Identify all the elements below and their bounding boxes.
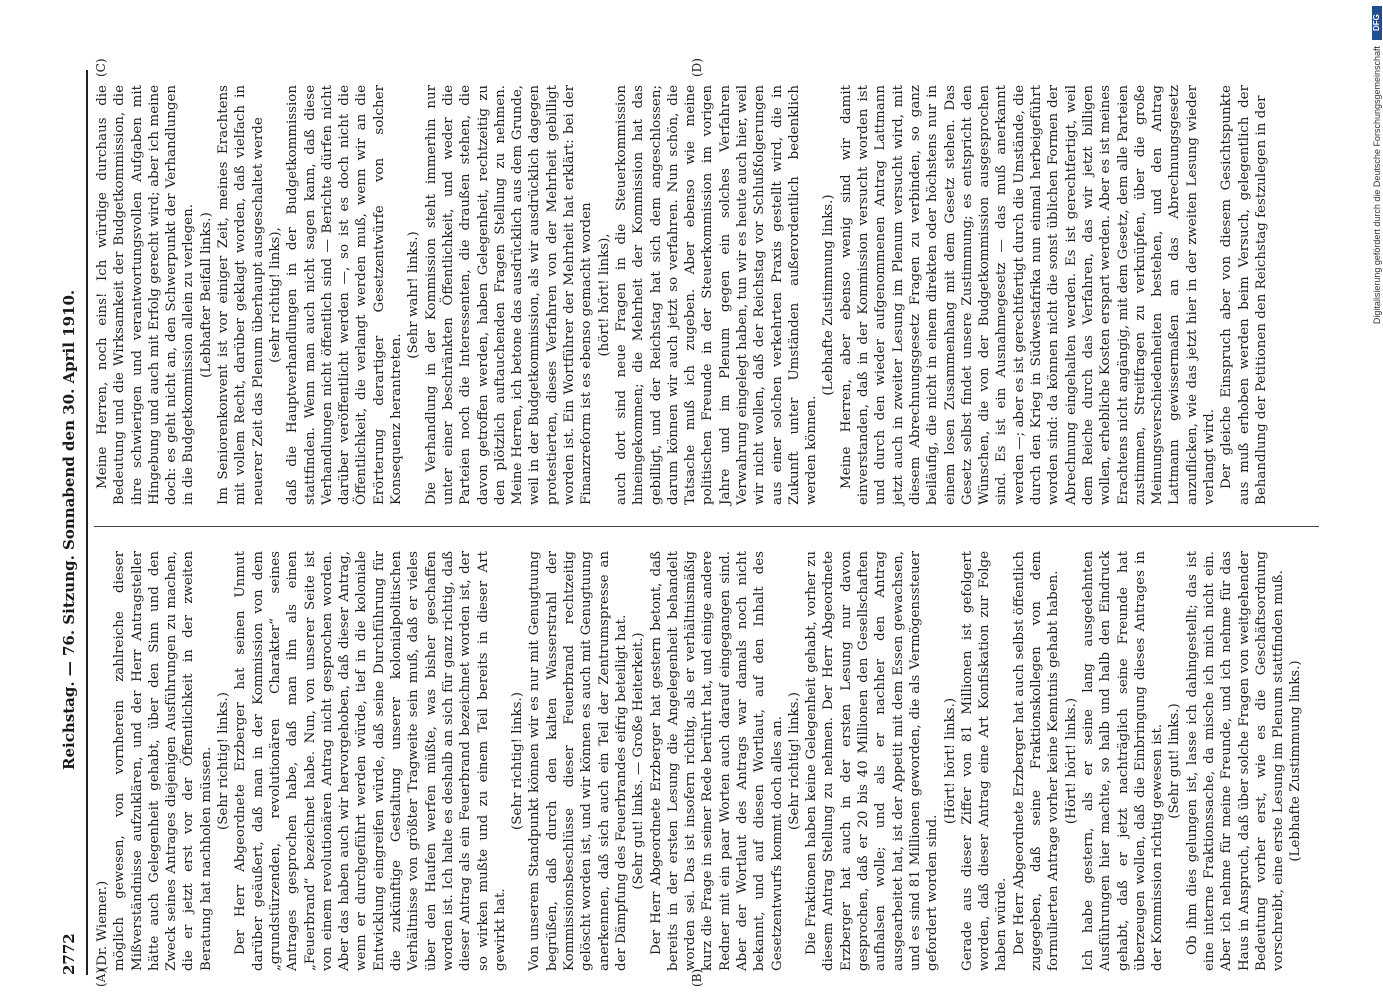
page-number: 2772: [60, 933, 78, 975]
interjection: (sehr richtig! links),: [267, 227, 283, 363]
paragraph: Gerade aus dieser Ziffer von 81 Millionen ist gefolgert worden, daß dieser Antrag eine Art Konfiskation zur Folge haben würde.: [959, 551, 1010, 971]
margin-marker-b: (B): [690, 968, 704, 987]
paragraph: Der gleiche Einspruch aber von diesem Gesichtspunkte aus muß erhoben werden beim Versuch, gelegentlich der Behandlung der Petitionen den Reichstag festzulegen in der: [1219, 85, 1269, 505]
paragraph: möglich gewesen, von vornherein zahlreiche dieser Mißverständnisse aufzuklären, und der Herr Antragsteller hätte auch Gelegenheit gehabt, über den Sinn und den Zweck seines Antrages diejenigen Ausführungen zu machen, die er jetzt erst vor der Öffentlichkeit in der zweiten Beratung hat nachholen müssen.: [112, 551, 214, 971]
header-rule: [86, 70, 88, 975]
interjection: (Lebhafter Beifall links.): [198, 212, 214, 378]
paragraph: Von unserem Standpunkt können wir es nur mit Genugtuung begrüßen, daß durch den kalten Wasserstrahl der Kommissionsbeschlüsse dieser Feuerbrand rechtzeitig gelöscht worden ist, und wir können es auch mit Genugtuung anerkennen, daß sich auch ein Teil der Zentrumspresse an der Dämpfung des Feuerbrandes eifrig beteiligt hat.: [527, 551, 629, 971]
paragraph: daß die Hauptverhandlungen in der Budgetkommission stattfinden. Wenn man auch nicht sagen kann, daß diese Verhandlungen nicht öffentlich sind — Berichte dürfen nicht darüber veröffentlicht werden —, so ist es doch nicht die Öffentlichkeit, die verlangt werden muß, wenn wir an die Erörterung derartiger Gesetzentwürfe von solcher Konsequenz herantreten.: [285, 85, 405, 505]
paragraph: Die Verhandlung in der Kommission steht immerhin nur unter einer beschränkten Öffentlichkeit, und weder die Parteien noch die Interessenten, die draußen stehen, die davon getroffen werden, haben Gelegenheit, rechtzeitig zu den plötzlich auftauchenden Fragen Stellung zu nehmen. Meine Herren, ich betone das ausdrücklich aus dem Grunde, weil in der Budgetkommission, als wir ausdrücklich dagegen protestierten, dieses Verfahren von der Mehrheit gebilligt worden ist. Ein Wortführer der Mehrheit hat erklärt: bei der Finanzreform ist es ebenso gemacht worden: [423, 85, 595, 505]
paragraph: Die Fraktionen haben keine Gelegenheit gehabt, vorher zu diesem Antrag Stellung zu nehmen. Der Herr Abgeordnete Erzberger hat auch in der ersten Lesung nur davon gesprochen, daß er 20 bis 40 Millionen den Gesellschaften aufhalsen wolle; und als er nachher den Antrag ausgearbeitet hat, ist der Appetit mit dem Essen gewachsen, und es sind 81 Millionen geworden, die als Vermögenssteuer gefordert worden sind.: [804, 551, 941, 971]
left-column: [94, 551, 1305, 971]
interjection: (Lebhafte Zustimmung links.): [821, 194, 837, 396]
interjection: (Sehr richtig! links.): [216, 692, 232, 830]
margin-marker-d: (D): [690, 58, 704, 77]
paragraph: Ich habe gestern, als er seine lang ausgedehnten Ausführungen hier machte, so halb und halb den Eindruck gehabt, daß er jetzt nachträglich seine Freunde hat überzeugen wollen, daß die Einbringung dieses Antrages in der Kommission richtig gewesen ist.: [1080, 551, 1166, 971]
paragraph: Der Herr Abgeordnete Erzberger hat seinen Unmut darüber geäußert, daß man in der Kommission von dem „grundstürzenden, revolutionären Charakter“ seines Antrages gesprochen habe, daß man ihn als einen „Feuerbrand“ bezeichnet habe. Nun, von unserer Seite ist von einem revolutionären Antrag nicht gesprochen worden. Aber das haben auch wir hervorgehoben, daß dieser Antrag, wenn er durchgeführt werden würde, tief in die koloniale Entwicklung eingreifen würde, daß seine Durchführung für die zukünftige Gestaltung unserer kolonialpolitischen Verhältnisse von größter Tragweite sein muß, daß er vieles über den Haufen werfen müßte, was bisher geschaffen worden ist. Ich halte es deshalb an sich für ganz richtig, daß dieser Antrag als ein Feuerbrand bezeichnet worden ist, der so wirken mußte und zu einem Teil bereits in dieser Art gewirkt hat.: [233, 551, 508, 971]
paragraph: Der Herr Abgeordnete Erzberger hat auch selbst öffentlich zugegeben, daß seine Fraktionskollegen von dem formulierten Antrage vorher keine Kenntnis gehabt haben.: [1011, 551, 1062, 971]
paragraph: Meine Herren, aber ebenso wenig sind wir damit einverstanden, daß in der Kommission versucht worden ist und durch den wieder aufgenommenen Antrag Lattmann jetzt auch in zweiter Lesung im Plenum versucht wird, mit diesem Abrechnungsgesetz Fragen zu verbinden, so ganz beiläufig, die nicht in einem direkten oder höchstens nur in einem losen Zusammenhang mit dem Gesetz stehen. Das Gesetz selbst findet unsere Zustimmung; es entspricht den Wünschen, die von der Budgetkommission ausgesprochen sind. Es ist ein Ausnahmegesetz — das muß anerkannt werden —; aber es ist gerechtfertigt durch die Umstände, die durch den Krieg in Südwestafrika nun einmal herbeigeführt worden sind: da können nicht die sonst üblichen Formen der Abrechnung eingehalten werden. Es ist gerechtfertigt, weil dem Reiche durch das Verfahren, das wir jetzt billigen wollen, erhebliche Kosten erspart werden. Aber es ist meines Erachtens nicht angängig, mit dem Gesetz, dem alle Parteien zustimmen, Streitfragen zu verknüpfen, über die große Meinungsverschiedenheiten bestehen, und den Antrag Lattmann gewissermaßen an das Abrechnungsgesetz anzuflicken, wie das jetzt hier in der zweiten Lesung wieder verlangt wird.: [838, 85, 1217, 505]
paragraph: Ob ihm dies gelungen ist, lasse ich dahingestellt; das ist eine interne Fraktionssache, da mische ich mich nicht ein. Aber ich nehme für meine Freunde, und ich nehme für das Haus in Anspruch, daß über solche Fragen von weitgehender Bedeutung vorher erst, wie es die Geschäftsordnung vorschreibt, eine erste Lesung im Plenum stattfinden muß.: [1184, 551, 1287, 971]
dfg-logo: DFG: [1372, 6, 1382, 40]
margin-marker-c: (C): [94, 58, 108, 77]
right-column: [94, 85, 1270, 505]
paragraph: Meine Herren, noch eins! Ich würdige durchaus die Bedeutung und die Wirksamkeit der Budgetkommission, die ihre schwierigen und verantwortungsvollen Aufgaben mit Hingebung und auch mit Erfolg gerecht wird; aber ich meine doch: es geht nicht an, den Schwerpunkt der Verhandlungen in die Budgetkommission allein zu verlegen.: [95, 85, 197, 505]
interjection: (Sehr richtig! links.): [510, 692, 526, 830]
margin-marker-a: (A): [94, 968, 108, 987]
interjection: (Hört! hört! links.): [1063, 697, 1079, 825]
paragraph: auch dort sind neue Fragen in die Steuerkommission hineingekommen; die Mehrheit der Kommission hat das gebilligt, und der Reichstag hat sich dem angeschlossen; darum können wir auch jetzt so verfahren. Nun schön, die Tatsache muß ich zugeben. Aber ebenso wie meine politischen Freunde in der Steuerkommission im vorigen Jahre und im Plenum gegen ein solches Verfahren Verwahrung eingelegt haben, tun wir es heute auch hier, weil wir nicht wollen, daß der Reichstag vor Schlußfolgerungen aus einer solchen verkehrten Praxis gestellt wird, die in Zukunft unter Umständen außerordentlich bedenklich werden können.: [613, 85, 820, 505]
interjection: (Hört! hört! links.): [942, 697, 958, 825]
digitization-credit: Digitalisierung gefördert durch die Deutsche Forschungsgemeinschaft: [1372, 46, 1382, 325]
interjection: (Sehr richtig! links.): [786, 692, 802, 830]
interjection: (Sehr gut! links.): [1167, 703, 1183, 819]
document-page: [50, 55, 1350, 985]
paragraph: Im Seniorenkonvent ist vor einiger Zeit, meines Erachtens mit vollem Recht, darüber geklagt worden, daß vielfach in neuerer Zeit das Plenum überhaupt ausgeschaltet werde: [216, 85, 266, 505]
interjection: (Lebhafte Zustimmung links.): [1288, 660, 1304, 862]
paragraph: Der Herr Abgeordnete Erzberger hat gestern betont, daß bereits in der ersten Lesung die Angelegenheit behandelt worden sei. Das ist insofern richtig, als er verhältnismäßig kurz die Frage in seiner Rede berührt hat, und einige andere Redner mit ein paar Worten auch darauf eingegangen sind. Aber der Wortlaut des Antrags war damals noch nicht bekannt, und auf diesen Wortlaut, auf den Inhalt des Gesetzentwurfs kommt doch alles an.: [648, 551, 785, 971]
page-title: Reichstag. — 76. Sitzung. Sonnabend den 30. April 1910.: [60, 289, 78, 770]
paragraph: (Dr. Wiemer.): [95, 880, 110, 971]
interjection: (hört! hört! links),: [596, 233, 612, 357]
interjection: (Sehr wahr! links.): [406, 231, 422, 359]
interjection: (Sehr gut! links. — Große Heiterkeit.): [631, 632, 647, 890]
page-header: [60, 70, 82, 975]
column-divider: [94, 526, 1319, 527]
